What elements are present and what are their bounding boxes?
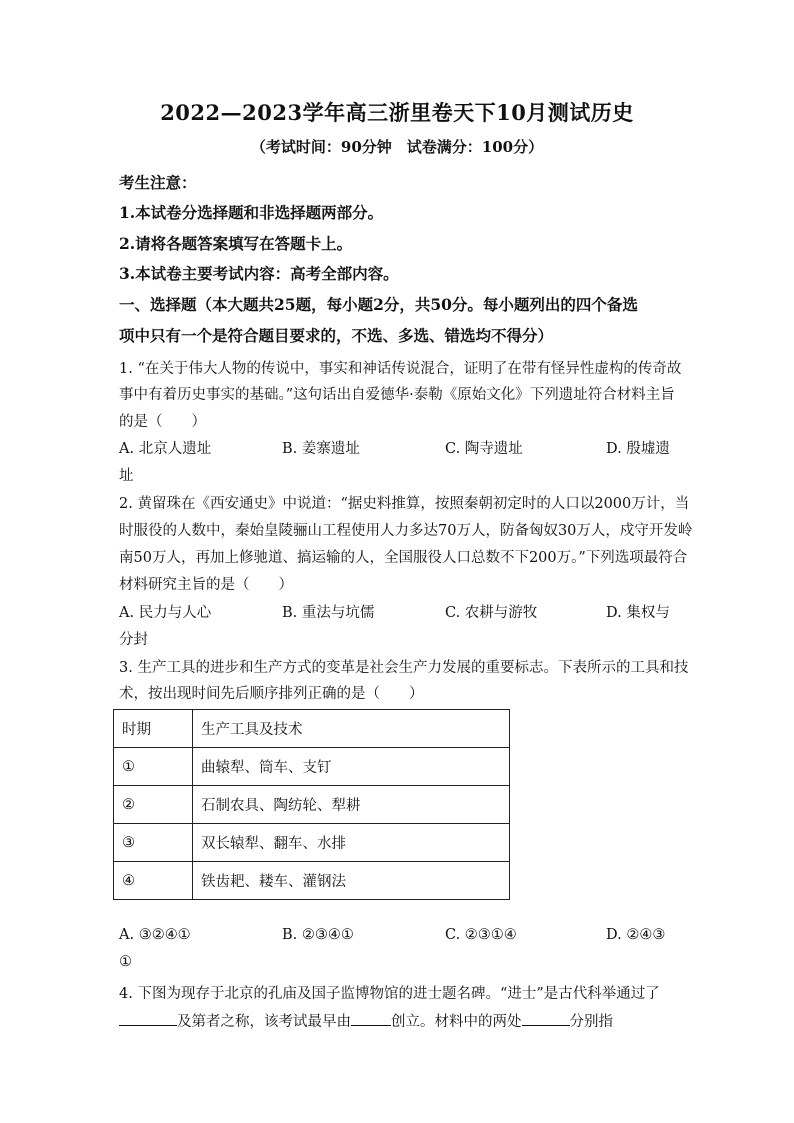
table-row — [114, 748, 510, 786]
q1-option-b: B. 姜寨遗址 — [282, 441, 360, 457]
table-cell-period: ② — [114, 786, 193, 824]
q1-option-c: C. 陶寺遗址 — [445, 441, 523, 457]
q1-option-d-wrap: 址 — [119, 468, 134, 484]
table-cell-period: ① — [114, 748, 193, 786]
q2-option-d: D. 集权与 — [606, 605, 670, 621]
table-cell-tools: 曲辕犁、筒车、支钉 — [193, 748, 510, 786]
q1-line-2: 事中有着历史事实的基础。”这句话出自爱德华·泰勒《原始文化》下列遗址符合材料主旨 — [119, 387, 675, 403]
table-row — [114, 786, 510, 824]
table-cell-tools: 双长辕犁、翻车、水排 — [193, 824, 510, 862]
table-header-tools: 生产工具及技术 — [193, 710, 510, 748]
answer-blank — [119, 1010, 177, 1026]
q2-line-1: 2. 黄留珠在《西安通史》中说道：“据史料推算，按照秦朝初定时的人口以2000万计，当 — [119, 496, 690, 512]
answer-blank — [351, 1010, 391, 1026]
notice-item-3: 3.本试卷主要考试内容：高考全部内容。 — [119, 264, 399, 283]
notice-item-2: 2.请将各题答案填写在答题卡上。 — [119, 234, 353, 253]
q2-option-c: C. 农耕与游牧 — [445, 605, 538, 621]
table-row — [114, 862, 510, 900]
q3-option-c: C. ②③①④ — [445, 927, 517, 943]
q4-segment-3: 分别指 — [569, 1014, 613, 1030]
q2-option-b: B. 重法与坑儒 — [282, 605, 375, 621]
q1-line-3: 的是（ ） — [119, 414, 206, 430]
table-header-period: 时期 — [114, 710, 193, 748]
q2-option-a: A. 民力与人心 — [119, 605, 212, 621]
q4-segment-1: 及第者之称，该考试最早由 — [177, 1014, 351, 1030]
q3-option-b: B. ②③④① — [282, 927, 354, 943]
q1-line-1: 1. “在关于伟大人物的传说中，事实和神话传说混合，证明了在带有怪异性虚构的传奇故 — [119, 361, 682, 377]
q3-option-a: A. ③②④① — [119, 927, 191, 943]
table-cell-period: ③ — [114, 824, 193, 862]
table-cell-tools: 铁齿耙、耧车、灌钢法 — [193, 862, 510, 900]
q2-line-4: 材料研究主旨的是（ ） — [119, 577, 293, 593]
q1-option-d: D. 殷墟遗 — [606, 441, 670, 457]
section-heading-line2: 项中只有一个是符合题目要求的，不选、多选、错选均不得分） — [119, 326, 554, 345]
q4-segment-2: 创立。材料中的两处 — [391, 1014, 522, 1030]
table-cell-period: ④ — [114, 862, 193, 900]
table-row — [114, 824, 510, 862]
notice-heading: 考生注意： — [119, 173, 197, 192]
answer-blank — [522, 1010, 570, 1026]
q4-line-1: 4. 下图为现存于北京的孔庙及国子监博物馆的进士题名碑。“进士”是古代科举通过了 — [119, 986, 660, 1002]
q4-line-2 — [119, 1010, 613, 1031]
q3-option-d: D. ②④③ — [606, 927, 666, 943]
tools-table — [113, 709, 510, 900]
section-heading-line1: 一、选择题（本大题共25题，每小题2分，共50分。每小题列出的四个备选 — [119, 295, 638, 314]
q1-option-a: A. 北京人遗址 — [119, 441, 212, 457]
q3-line-2: 术，按出现时间先后顺序排列正确的是（ ） — [119, 686, 424, 702]
q3-line-1: 3. 生产工具的进步和生产方式的变革是社会生产力发展的重要标志。下表所示的工具和技 — [119, 660, 689, 676]
table-cell-tools: 石制农具、陶纺轮、犁耕 — [193, 786, 510, 824]
exam-info: （考试时间：90分钟 试卷满分：100分） — [250, 138, 544, 156]
notice-item-1: 1.本试卷分选择题和非选择题两部分。 — [119, 203, 384, 222]
table-header-row — [114, 710, 510, 748]
page-title: 2022—2023学年高三浙里卷天下10月测试历史 — [160, 100, 634, 125]
q2-line-3: 南50万人，再加上修驰道、搞运输的人，全国服役人口总数不下200万。”下列选项最符合 — [119, 550, 688, 566]
q2-line-2: 时服役的人数中，秦始皇陵骊山工程使用人力多达70万人，防备匈奴30万人，戍守开发岭 — [119, 523, 693, 539]
q3-option-d-wrap: ① — [119, 954, 132, 970]
q2-option-d-wrap: 分封 — [119, 632, 148, 648]
